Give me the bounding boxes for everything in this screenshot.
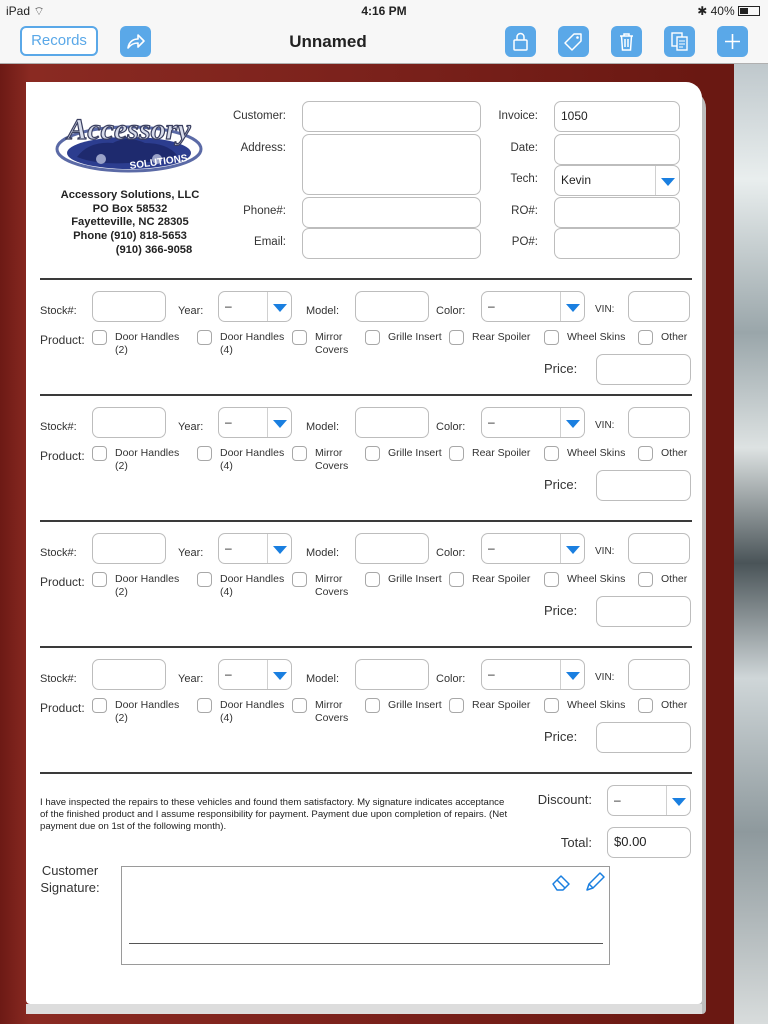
product-option-label — [315, 573, 348, 598]
year-value: – — [225, 299, 232, 313]
price-field[interactable] — [596, 354, 691, 385]
stock-label: Stock#: — [40, 547, 77, 559]
product-option-label — [388, 573, 442, 586]
divider — [40, 278, 692, 280]
color-value: – — [488, 541, 495, 555]
company-address-line: PO Box 58532 — [92, 202, 168, 215]
invoice-label: Invoice: — [498, 110, 538, 122]
product-checkbox[interactable] — [544, 572, 559, 587]
color-label: Color: — [436, 547, 466, 559]
year-label: Year: — [178, 673, 204, 685]
year-dropdown[interactable] — [218, 533, 292, 564]
product-option-line: (4) — [220, 585, 233, 598]
product-option-label — [388, 331, 442, 344]
pen-icon[interactable] — [584, 871, 606, 898]
vin-label: VIN: — [595, 420, 615, 431]
product-option-line: Door Handles — [115, 573, 180, 585]
stock-label: Stock#: — [40, 673, 77, 685]
dropdown-arrow-icon — [267, 660, 291, 689]
product-option-label — [472, 573, 530, 586]
product-option-line: Door Handles — [115, 331, 180, 343]
product-option-label — [567, 573, 625, 586]
product-checkbox[interactable] — [292, 698, 307, 713]
product-checkbox[interactable] — [544, 446, 559, 461]
product-option-label — [472, 331, 530, 344]
vin-field[interactable] — [628, 291, 690, 322]
stock-label: Stock#: — [40, 305, 77, 317]
product-checkbox[interactable] — [365, 572, 380, 587]
product-option-line: Door Handles — [220, 699, 285, 711]
product-option-line: (2) — [115, 585, 128, 598]
trash-icon[interactable] — [611, 26, 642, 57]
divider — [40, 520, 692, 522]
product-option-line: Rear Spoiler — [472, 573, 531, 585]
year-value: – — [225, 541, 232, 555]
price-label: Price: — [544, 477, 578, 492]
model-label: Model: — [306, 421, 340, 433]
product-option-line: Door Handles — [220, 573, 285, 585]
product-checkbox[interactable] — [449, 698, 464, 713]
vin-label: VIN: — [595, 672, 615, 683]
product-option-label — [567, 447, 625, 460]
product-option-line: Other — [661, 573, 688, 585]
email-field[interactable] — [302, 228, 481, 259]
navigation-bar — [0, 22, 768, 64]
price-label: Price: — [544, 729, 578, 744]
product-option-label — [220, 573, 284, 598]
records-button[interactable]: Records — [20, 26, 98, 56]
product-checkbox[interactable] — [638, 330, 653, 345]
color-value: – — [488, 667, 495, 681]
discount-label: Discount: — [537, 792, 592, 807]
product-checkbox[interactable] — [544, 698, 559, 713]
product-option-line: Door Handles — [115, 699, 180, 711]
product-option-line: (4) — [220, 711, 233, 724]
ro-field[interactable] — [554, 197, 680, 228]
product-option-line: Grille Insert — [388, 573, 442, 585]
svg-text:Accessory: Accessory — [67, 113, 191, 146]
copy-icon[interactable] — [664, 26, 695, 57]
product-option-line: Door Handles — [115, 447, 180, 459]
product-option-line: Other — [661, 331, 688, 343]
vin-label: VIN: — [595, 304, 615, 315]
stock-field[interactable] — [92, 291, 166, 322]
vin-label: VIN: — [595, 546, 615, 557]
year-label: Year: — [178, 547, 204, 559]
product-option-line: Other — [661, 447, 688, 459]
po-field[interactable] — [554, 228, 680, 259]
product-label: Product: — [40, 575, 85, 589]
product-option-label — [315, 699, 348, 724]
product-option-line: Mirror — [315, 699, 343, 711]
dropdown-arrow-icon — [267, 408, 291, 437]
year-value: – — [225, 667, 232, 681]
product-option-label — [661, 699, 687, 712]
color-value: – — [488, 299, 495, 313]
product-option-label — [661, 573, 687, 586]
product-option-line: Wheel Skins — [567, 331, 626, 343]
product-checkbox[interactable] — [292, 330, 307, 345]
product-option-line: Covers — [315, 459, 349, 472]
year-dropdown[interactable] — [218, 407, 292, 438]
product-option-line: Mirror — [315, 331, 343, 343]
product-option-line: (2) — [115, 711, 128, 724]
battery-icon — [738, 6, 760, 16]
product-option-label — [220, 447, 284, 472]
product-checkbox[interactable] — [449, 446, 464, 461]
product-option-label — [567, 331, 625, 344]
product-option-line: Other — [661, 699, 688, 711]
dropdown-arrow-icon — [560, 292, 584, 321]
color-dropdown[interactable] — [481, 533, 585, 564]
divider — [40, 772, 692, 774]
product-option-line: Door Handles — [220, 331, 285, 343]
discount-dropdown[interactable] — [607, 785, 691, 816]
vin-field[interactable] — [628, 533, 690, 564]
dropdown-arrow-icon — [666, 786, 690, 815]
product-checkbox[interactable] — [365, 698, 380, 713]
company-logo — [49, 103, 209, 183]
product-option-label — [115, 331, 179, 356]
year-label: Year: — [178, 421, 204, 433]
product-checkbox[interactable] — [292, 446, 307, 461]
product-option-label — [661, 447, 687, 460]
product-label: Product: — [40, 449, 85, 463]
tech-label: Tech: — [510, 173, 538, 185]
date-field[interactable] — [554, 134, 680, 165]
battery-status: ✱ 40% — [697, 4, 760, 18]
status-time: 4:16 PM — [361, 4, 407, 18]
product-option-line: Wheel Skins — [567, 699, 626, 711]
product-checkbox[interactable] — [92, 698, 107, 713]
model-field[interactable] — [355, 407, 429, 438]
company-info — [40, 189, 220, 258]
stock-field[interactable] — [92, 659, 166, 690]
product-option-line: (4) — [220, 343, 233, 356]
model-field[interactable] — [355, 533, 429, 564]
product-option-line: Rear Spoiler — [472, 699, 531, 711]
carrier-label: iPad ⌔ — [6, 4, 45, 18]
product-option-line: Covers — [315, 585, 349, 598]
product-option-line: Rear Spoiler — [472, 447, 531, 459]
product-option-line: Mirror — [315, 447, 343, 459]
product-option-label — [472, 447, 530, 460]
product-option-label — [115, 573, 179, 598]
signature-pad[interactable] — [121, 866, 610, 965]
product-option-label — [220, 331, 284, 356]
dropdown-arrow-icon — [560, 660, 584, 689]
svg-text:SOLUTIONS: SOLUTIONS — [128, 153, 189, 173]
product-checkbox[interactable] — [365, 330, 380, 345]
price-label: Price: — [544, 361, 578, 376]
invoice-number-field[interactable]: 1050 — [554, 101, 680, 132]
price-field[interactable] — [596, 596, 691, 627]
product-checkbox[interactable] — [638, 446, 653, 461]
product-option-line: Grille Insert — [388, 699, 442, 711]
color-label: Color: — [436, 673, 466, 685]
color-dropdown[interactable] — [481, 291, 585, 322]
model-label: Model: — [306, 305, 340, 317]
product-checkbox[interactable] — [365, 446, 380, 461]
ro-label: RO#: — [511, 205, 538, 217]
document-title: Unnamed — [289, 32, 367, 51]
product-option-label — [567, 699, 625, 712]
product-option-label — [315, 331, 348, 356]
model-label: Model: — [306, 673, 340, 685]
product-label: Product: — [40, 333, 85, 347]
product-option-line: Grille Insert — [388, 331, 442, 343]
product-option-label — [220, 699, 284, 724]
dropdown-arrow-icon — [267, 534, 291, 563]
product-option-label — [661, 331, 687, 344]
date-label: Date: — [510, 142, 538, 154]
company-name: Accessory Solutions, LLC — [60, 189, 200, 201]
vin-field[interactable] — [628, 407, 690, 438]
color-label: Color: — [436, 421, 466, 433]
color-dropdown[interactable] — [481, 407, 585, 438]
wifi-icon: ⌔ — [33, 4, 45, 18]
company-city-line: Fayetteville, NC 28305 — [71, 216, 189, 229]
sheet-edge — [26, 1004, 702, 1014]
bluetooth-icon: ✱ — [697, 4, 708, 18]
dropdown-arrow-icon — [560, 534, 584, 563]
price-field[interactable] — [596, 722, 691, 753]
address-label: Address: — [240, 142, 286, 154]
stock-field[interactable] — [92, 533, 166, 564]
stock-label: Stock#: — [40, 421, 77, 433]
product-checkbox[interactable] — [92, 446, 107, 461]
customer-label: Customer: — [232, 110, 286, 122]
company-phone: Phone (910) 818-5653 — [73, 230, 187, 243]
product-option-line: Mirror — [315, 573, 343, 585]
product-option-label — [315, 447, 348, 472]
product-label: Product: — [40, 701, 85, 715]
product-option-label — [115, 699, 179, 724]
background-photo — [734, 64, 768, 1024]
product-option-line: (4) — [220, 459, 233, 472]
product-option-line: Covers — [315, 343, 349, 356]
price-label: Price: — [544, 603, 578, 618]
product-checkbox[interactable] — [292, 572, 307, 587]
product-checkbox[interactable] — [638, 572, 653, 587]
status-bar — [0, 0, 768, 22]
dropdown-arrow-icon — [560, 408, 584, 437]
product-option-label — [388, 447, 442, 460]
tag-icon[interactable] — [558, 26, 589, 57]
price-field[interactable] — [596, 470, 691, 501]
product-checkbox[interactable] — [92, 330, 107, 345]
stock-field[interactable] — [92, 407, 166, 438]
year-value: – — [225, 415, 232, 429]
product-checkbox[interactable] — [449, 330, 464, 345]
total-field: $0.00 — [607, 827, 691, 858]
model-label: Model: — [306, 547, 340, 559]
phone-label: Phone#: — [243, 205, 286, 217]
divider — [40, 646, 692, 648]
dropdown-arrow-icon — [655, 166, 679, 195]
product-checkbox[interactable] — [449, 572, 464, 587]
dropdown-arrow-icon — [267, 292, 291, 321]
product-option-line: Covers — [315, 711, 349, 724]
company-phone-2: (910) 366-9058 — [115, 243, 193, 256]
vin-field[interactable] — [628, 659, 690, 690]
product-checkbox[interactable] — [544, 330, 559, 345]
product-option-line: Grille Insert — [388, 447, 442, 459]
lock-icon[interactable] — [505, 26, 536, 57]
phone-field[interactable] — [302, 197, 481, 228]
email-label: Email: — [254, 236, 286, 248]
product-checkbox[interactable] — [197, 572, 212, 587]
product-option-line: Wheel Skins — [567, 447, 626, 459]
add-icon[interactable] — [717, 26, 748, 57]
product-checkbox[interactable] — [638, 698, 653, 713]
color-label: Color: — [436, 305, 466, 317]
eraser-icon[interactable] — [550, 871, 572, 898]
product-option-line: (2) — [115, 343, 128, 356]
product-option-line: Wheel Skins — [567, 573, 626, 585]
year-dropdown[interactable] — [218, 659, 292, 690]
product-option-line: Rear Spoiler — [472, 331, 531, 343]
year-dropdown[interactable] — [218, 291, 292, 322]
product-checkbox[interactable] — [197, 446, 212, 461]
product-option-label — [115, 447, 179, 472]
product-option-label — [472, 699, 530, 712]
terms-text: I have inspected the repairs to these vehicles and found them satisfactory. My signature indicates acceptance of the finished product and I assume responsibility for payment. Payment due upon completion of repairs. (Net payment due on 1st of the following month). — [40, 797, 508, 833]
color-dropdown[interactable] — [481, 659, 585, 690]
signature-label: Customer Signature: — [40, 863, 100, 895]
customer-field[interactable] — [302, 101, 481, 132]
tech-value: Kevin — [561, 173, 592, 187]
po-label: PO#: — [511, 236, 538, 248]
divider — [40, 394, 692, 396]
product-option-line: (2) — [115, 459, 128, 472]
address-field[interactable] — [302, 134, 481, 195]
product-checkbox[interactable] — [197, 698, 212, 713]
color-value: – — [488, 415, 495, 429]
discount-value: – — [614, 793, 621, 807]
model-field[interactable] — [355, 659, 429, 690]
model-field[interactable] — [355, 291, 429, 322]
product-option-label — [388, 699, 442, 712]
product-option-line: Door Handles — [220, 447, 285, 459]
total-label: Total: — [560, 835, 592, 850]
product-checkbox[interactable] — [92, 572, 107, 587]
signature-line — [129, 943, 603, 944]
year-label: Year: — [178, 305, 204, 317]
tech-dropdown[interactable] — [554, 165, 680, 196]
product-checkbox[interactable] — [197, 330, 212, 345]
